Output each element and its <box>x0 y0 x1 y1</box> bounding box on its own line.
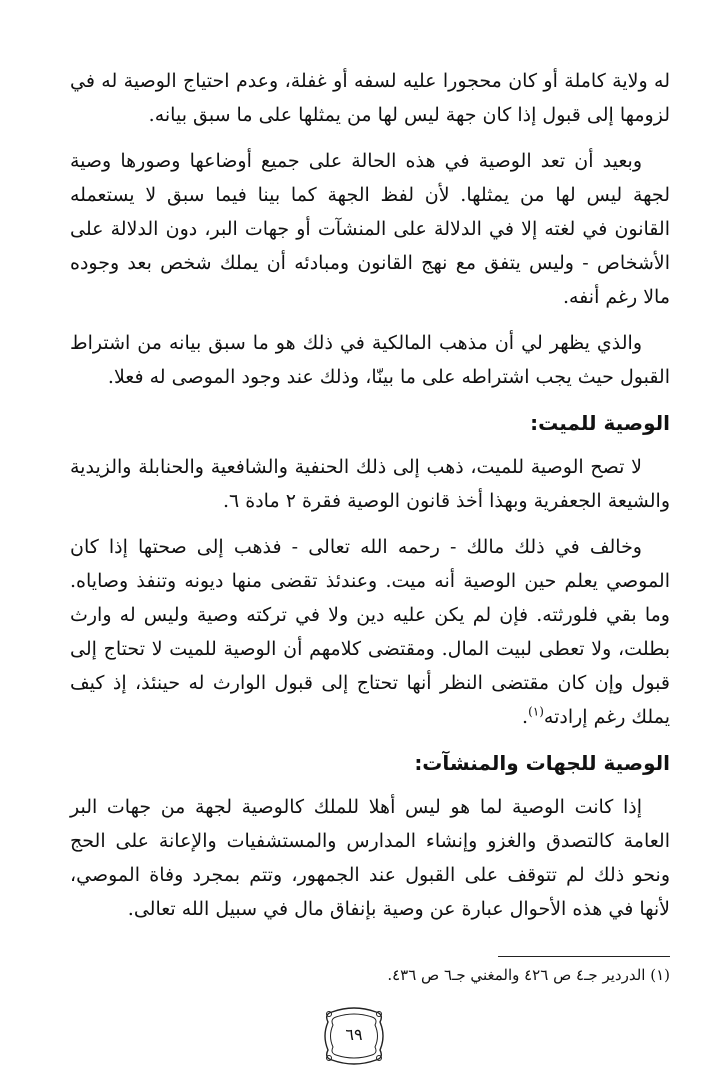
footnote-separator <box>498 956 670 957</box>
paragraph-5-end: . <box>522 706 529 728</box>
paragraph-5-text: وخالف في ذلك مالك - رحمه الله تعالى - فذهب إلى صحتها إذا كان الموصي يعلم حين الوصية أنه ميت. وعندئذ تقضى منها ديونه وتنفذ وصاياه. وما بقي فلورثته. فإن لم يكن عليه دين ولا في تركته وصية وليس له وارث بطلت، ولا تعطى لبيت المال. ومقتضى كلامهم أن الوصية للميت لا تحتاج إلى قبول وإن كان مقتضى النظر أنها تحتاج إلى قبول الوارث له حينئذ، إذ كيف يملك رغم إرادته <box>70 536 670 728</box>
paragraph-3: والذي يظهر لي أن مذهب المالكية في ذلك هو ما سبق بيانه من اشتراط القبول حيث يجب اشتراطه على ما بينّا، وذلك عند وجود الموصى له فعلا. <box>70 332 670 388</box>
section-heading-bequest-to-deceased: الوصية للميت: <box>530 411 670 435</box>
footnote-1: (١) الدردير جـ٤ ص ٤٢٦ والمغني جـ٦ ص ٤٣٦. <box>387 966 670 984</box>
page-body <box>70 64 670 938</box>
paragraph-2: وبعيد أن تعد الوصية في هذه الحالة على جميع أوضاعها وصورها وصية لجهة ليس لها من يمثلها. لأن لفظ الجهة كما بينا فيما سبق لا يستعمله القانون في لغته إلا في الدلالة على المنشآت أو جهات البر، دون الدلالة على الأشخاص - وليس يتفق مع نهج القانون ومبادئه أن يملك شخص بعد وجوده مالا رغم أنفه. <box>70 150 670 308</box>
paragraph-6: إذا كانت الوصية لما هو ليس أهلا للملك كالوصية لجهة من جهات البر العامة كالتصدق والغزو وإنشاء المدارس والمستشفيات والإعانة على الحج ونحو ذلك لم تتوقف على القبول عند الجمهور، وتتم بمجرد وفاة الموصي، لأنها في هذه الأحوال عبارة عن وصية بإنفاق مال في سبيل الله تعالى. <box>70 796 670 920</box>
footnote-reference-1[interactable]: (١) <box>528 704 544 719</box>
section-heading-bequest-to-institutions: الوصية للجهات والمنشآت: <box>414 751 670 775</box>
paragraph-4: لا تصح الوصية للميت، ذهب إلى ذلك الحنفية والشافعية والحنابلة والزيدية والشيعة الجعفرية وبهذا أخذ قانون الوصية فقرة ٢ مادة ٦. <box>70 456 670 512</box>
paragraph-1: له ولاية كاملة أو كان محجورا عليه لسفه أو غفلة، وعدم احتياج الوصية له في لزومها إلى قبول إذا كان جهة ليس لها من يمثلها على ما سبق بيانه. <box>70 70 670 126</box>
paragraph-5 <box>70 530 670 734</box>
page-number: ٦٩ <box>345 1025 363 1044</box>
